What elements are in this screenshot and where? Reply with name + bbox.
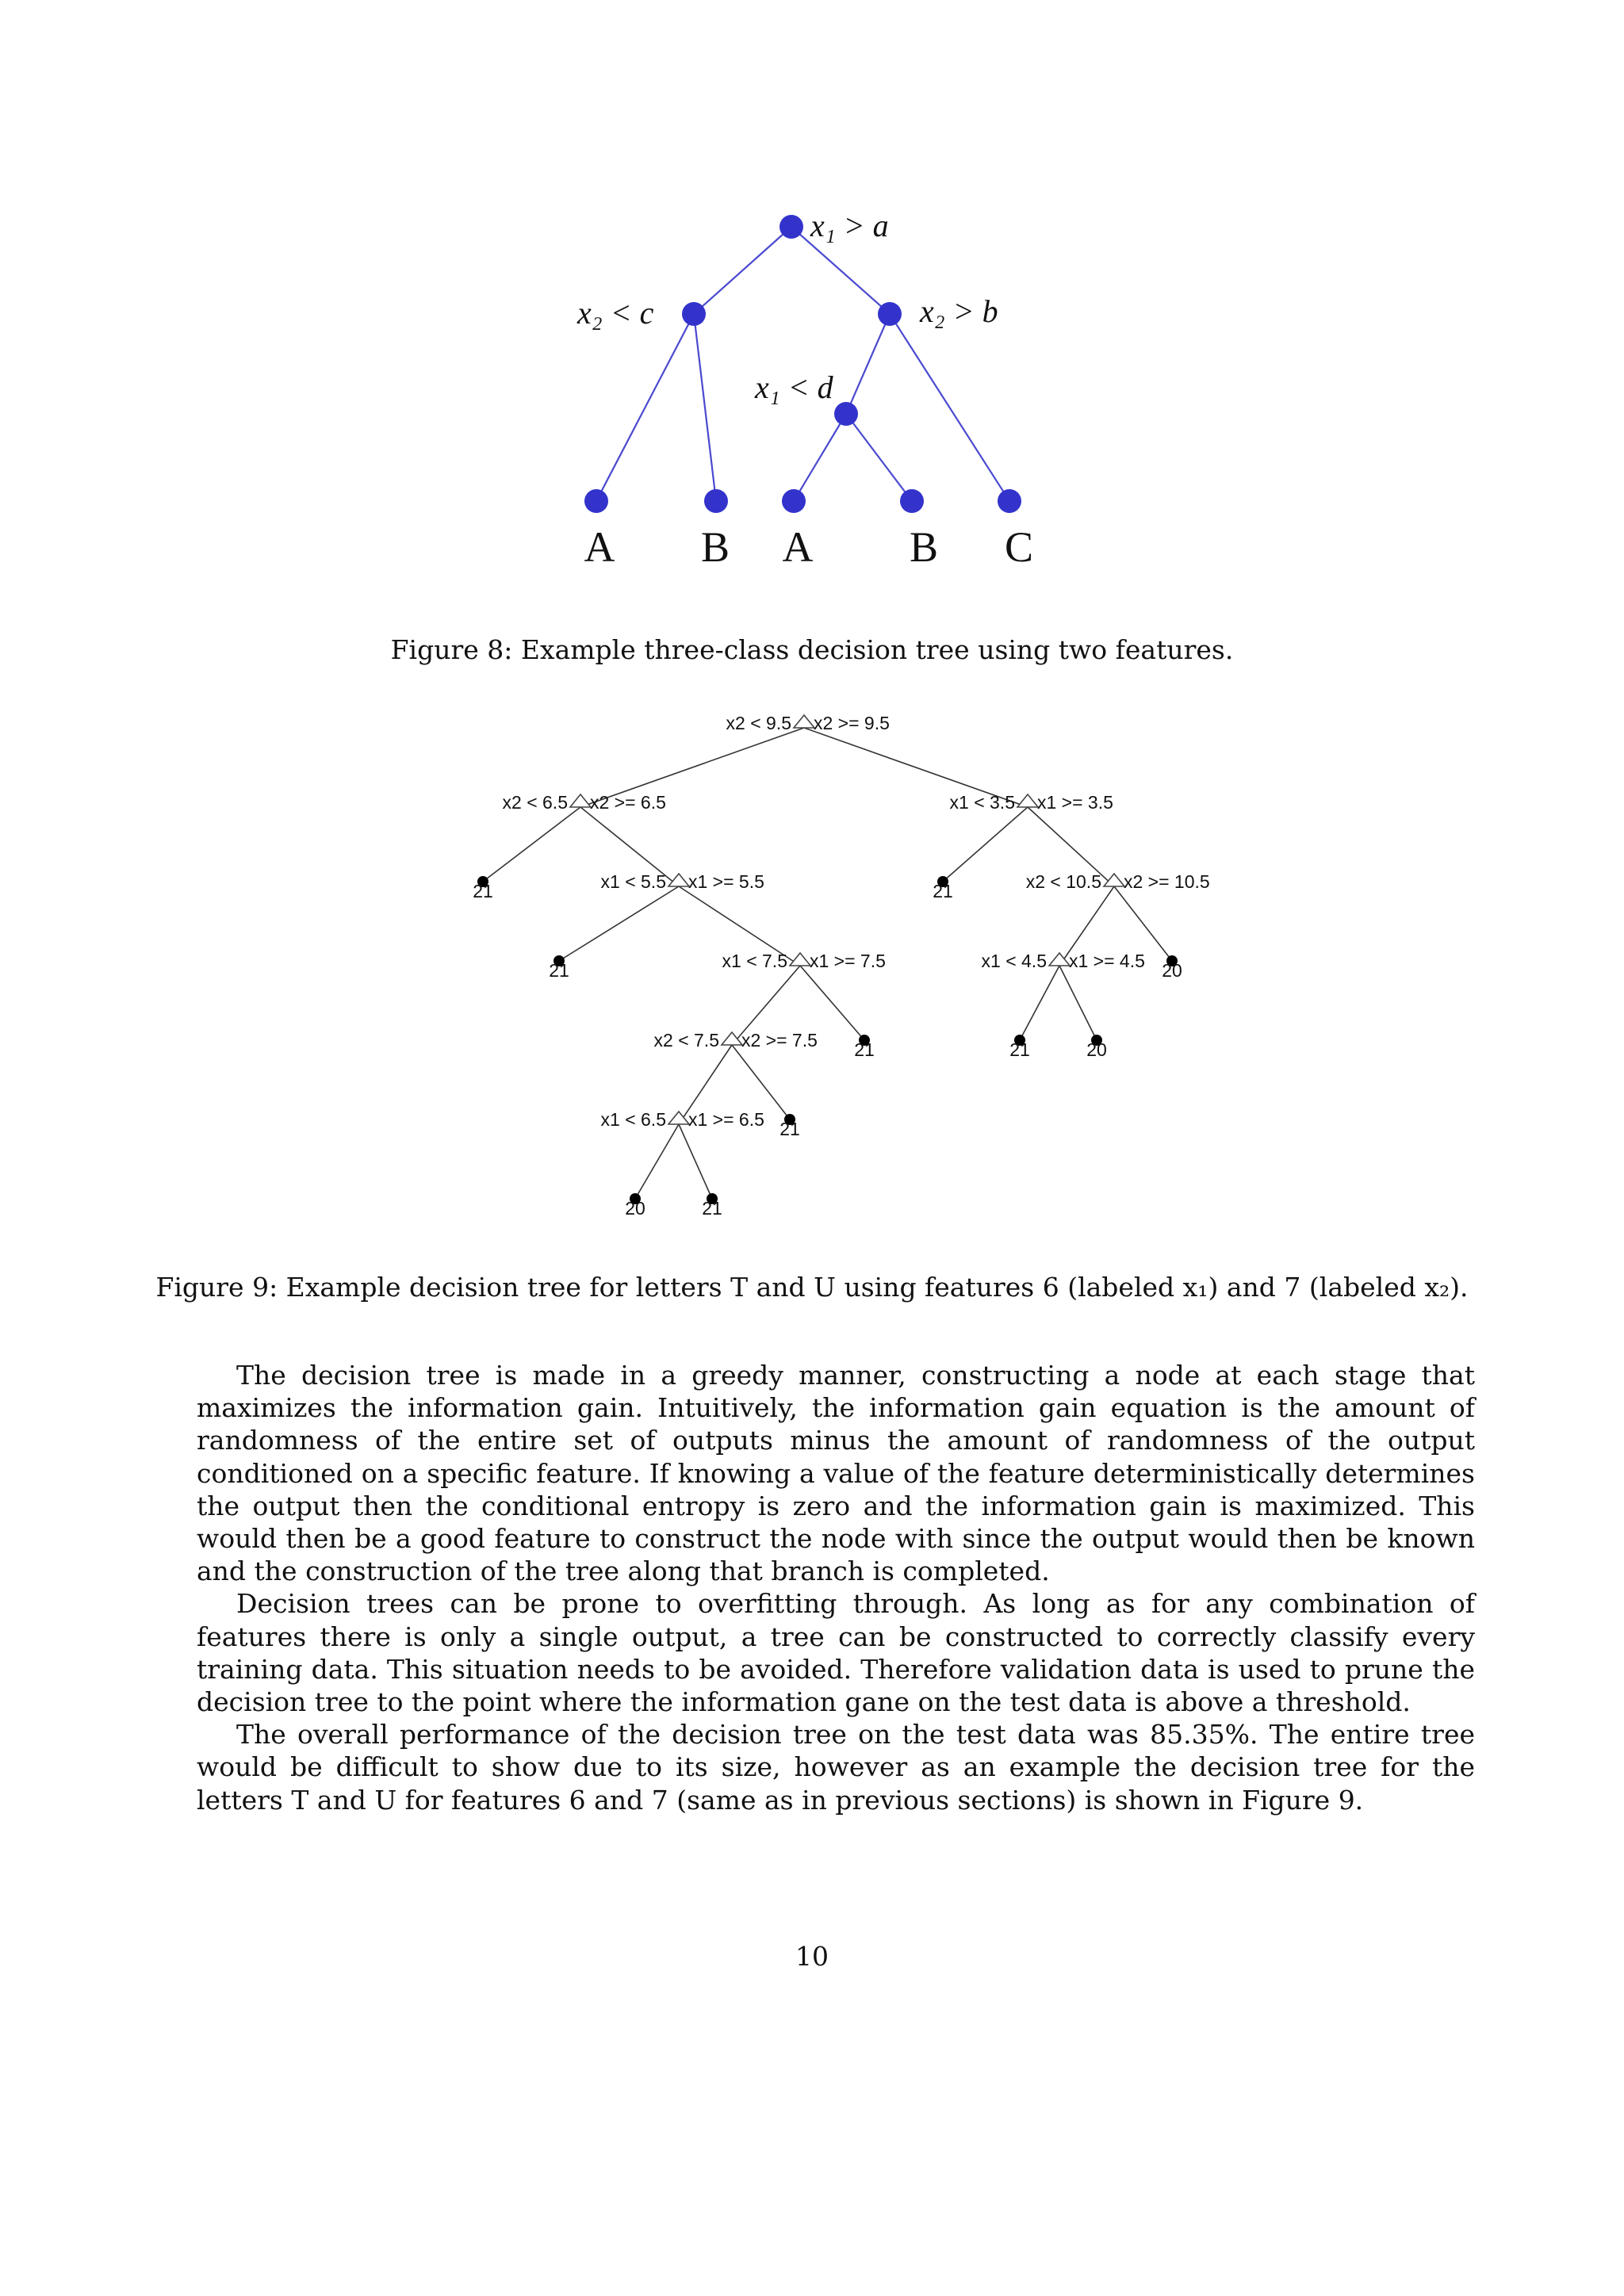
split-label-left: x2 < 7.5 — [653, 1030, 719, 1050]
figure-8-tree — [0, 0, 1624, 603]
split-label-right: x2 >= 6.5 — [590, 792, 666, 813]
edge-root-left — [694, 227, 791, 314]
body-text — [197, 1359, 1475, 1816]
split-label-right: x1 >= 5.5 — [688, 871, 764, 892]
split-label-left: x2 < 9.5 — [726, 713, 791, 733]
leaf-class-label: 21 — [854, 1039, 875, 1060]
edge-right-mid — [846, 314, 890, 414]
root-split-label: x₁ > a — [810, 208, 889, 243]
split-label-right: x1 >= 6.5 — [688, 1109, 764, 1130]
split-label-left: x1 < 7.5 — [722, 951, 787, 971]
mid-node — [834, 402, 858, 426]
split-label-left: x2 < 6.5 — [502, 792, 568, 813]
leaf-node-5 — [998, 489, 1021, 513]
leaf-node-3 — [782, 489, 806, 513]
right-node — [878, 302, 902, 326]
split-node-triangle — [722, 1032, 742, 1045]
edge-mid-leaf-a — [794, 414, 846, 501]
leaf-class-label: 21 — [473, 881, 493, 901]
leaf-class-label: 20 — [1086, 1039, 1107, 1060]
leaf-class-label: 20 — [1162, 960, 1182, 981]
leaf-label-2: B — [700, 523, 730, 571]
split-label-left: x1 < 4.5 — [981, 951, 1047, 971]
figure-8-caption: Figure 8: Example three-class decision tree using two features. — [390, 634, 1234, 665]
leaf-node-4 — [900, 489, 924, 513]
split-label-left: x1 < 5.5 — [600, 871, 666, 892]
paragraph-1: The decision tree is made in a greedy manner, constructing a node at each stage that maximizes the information gain. Intuitively, the information gain equation is the amount of randomness of the entire set of outputs minus the amount of randomness of the output conditioned on a specific feature. If knowing a value of the feature deterministically determines the output then the conditional entropy is zero and the information gain is maximized. This would then be a good feature to construct the node with since the output would then be known and the construction of the tree along that branch is completed. — [197, 1360, 1475, 1587]
leaf-label-3: A — [782, 523, 814, 571]
figure-8-nodes — [584, 215, 1021, 513]
right-split-label: x₂ > b — [920, 293, 998, 329]
edge-left-leaf-b — [694, 314, 716, 501]
root-node — [779, 215, 803, 239]
split-node-triangle — [790, 953, 810, 966]
leaf-label-1: A — [584, 523, 615, 571]
edge-right-leaf-c — [890, 314, 1009, 501]
split-label-right: x2 >= 10.5 — [1124, 871, 1210, 892]
paragraph-2: Decision trees can be prone to overfitting through. As long as for any combination of features there is only a single output, a tree can be constructed to correctly classify every training data. This situation needs to be avoided. Therefore validation data is used to prune the decision tree to the point where the information gane on the test data is above a threshold. — [197, 1588, 1475, 1718]
split-node-triangle — [1017, 794, 1038, 807]
leaf-class-label: 21 — [549, 960, 569, 981]
figure-9-caption: Figure 9: Example decision tree for letters T and U using features 6 (labeled x₁) and 7 (labeled x₂). — [155, 1272, 1469, 1303]
mid-split-label: x₁ < d — [755, 369, 833, 405]
leaf-class-label: 21 — [1009, 1039, 1030, 1060]
figure-9-tree — [0, 690, 1624, 1245]
leaf-class-label: 21 — [702, 1198, 722, 1219]
split-label-left: x2 < 10.5 — [1025, 871, 1101, 892]
split-label-right: x1 >= 7.5 — [810, 951, 886, 971]
split-node-triangle — [794, 715, 814, 728]
edge-left-leaf-a — [596, 314, 694, 501]
paragraph-3: The overall performance of the decision tree on the test data was 85.35%. The entire tree would be difficult to show due to its size, however as an example the decision tree for the letters T and U for features 6 and 7 (same as in previous sections) is shown in Figure 9. — [197, 1719, 1475, 1816]
figure-9-split-nodes — [570, 715, 1124, 1124]
split-label-right: x1 >= 4.5 — [1069, 951, 1145, 971]
leaf-node-2 — [704, 489, 728, 513]
left-node — [682, 302, 706, 326]
leaf-class-label: 20 — [625, 1198, 645, 1219]
split-label-left: x1 < 3.5 — [949, 792, 1015, 813]
leaf-class-label: 21 — [779, 1119, 800, 1139]
figure-8-edges — [596, 227, 1009, 501]
edge-mid-leaf-b — [846, 414, 912, 501]
figure-9-leaf-nodes — [477, 876, 1178, 1204]
split-label-right: x2 >= 9.5 — [814, 713, 890, 733]
split-label-right: x2 >= 7.5 — [741, 1030, 818, 1050]
leaf-label-5: C — [1004, 523, 1034, 571]
leaf-label-4: B — [909, 523, 939, 571]
leaf-node-1 — [584, 489, 608, 513]
leaf-class-label: 21 — [933, 881, 953, 901]
split-label-right: x1 >= 3.5 — [1037, 792, 1113, 813]
left-split-label: x₂ < c — [577, 295, 654, 331]
split-node-triangle — [570, 794, 591, 807]
split-label-left: x1 < 6.5 — [600, 1109, 666, 1130]
page-number: 10 — [795, 1941, 829, 1972]
